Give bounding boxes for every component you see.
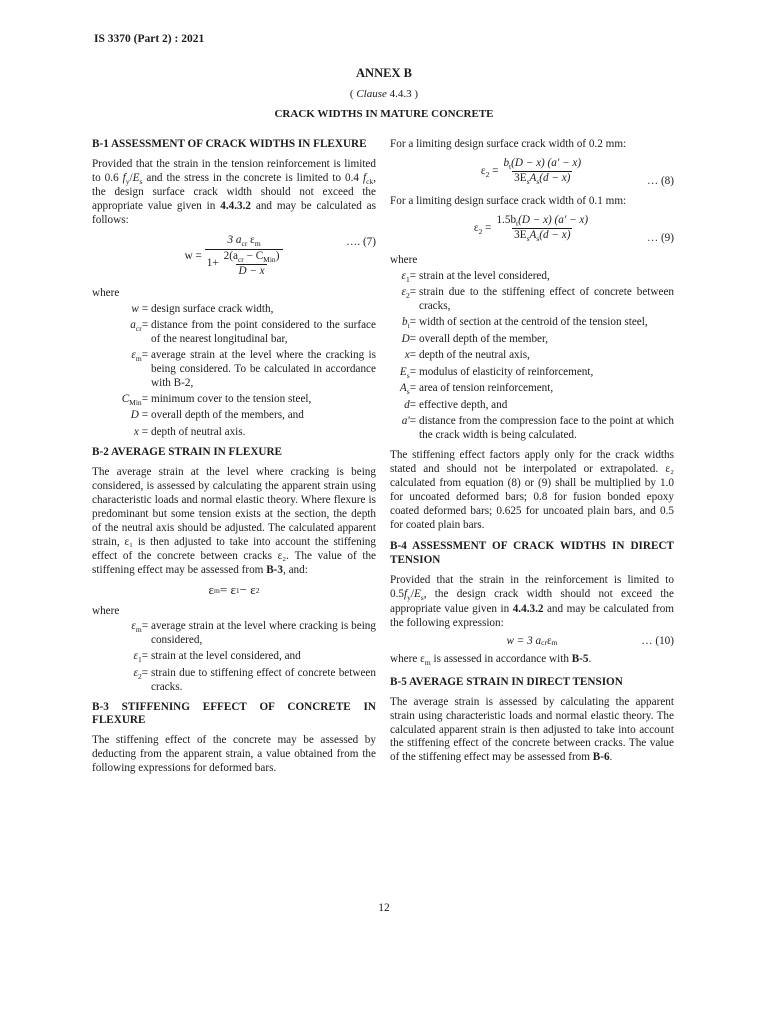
section-b2-paragraph: The average strain at the level where cracking is being considered, is assessed by calculating the apparent strain using characteristic loads and normal elastic theory. Where flexure is predominant but some tension exists at the section, the depth of the neutral axis should be adjusted. The calculated apparent strain, ε₁ is then adjusted to take into account the stiffening effect of the concrete between cracks ε₂. The value of the stiffening effect may be assessed from B-3, and: [92, 466, 376, 576]
definition-text: depth of the neutral axis, [419, 349, 530, 362]
definition-symbol: $a_{cr}=$ [130, 319, 148, 334]
definition-item [92, 426, 376, 441]
b1-definitions [92, 303, 376, 441]
equation-number: … (9) [646, 232, 674, 245]
definition-text: strain at the level considered, and [151, 650, 301, 663]
section-b2-heading: B-2 AVERAGE STRAIN IN FLEXURE [92, 446, 283, 459]
definition-symbol: $A_s=$ [399, 382, 416, 397]
section-b5-paragraph: The average strain is assessed by calculating the apparent strain using characteristic loads and normal elastic theory. The calculated apparent strain is then adjusted to take into account the stiffening effect of the concrete between cracks. The value of the stiffening effect may be assessed from B-6. [390, 695, 674, 764]
section-b5-heading: B-5 AVERAGE STRAIN IN DIRECT TENSION [390, 675, 623, 688]
definition-item [92, 409, 376, 424]
b2-definitions [92, 620, 376, 694]
definition-symbol: $\varepsilon_m=$ [131, 620, 148, 635]
definition-text: strain due to stiffening effect of concrete between cracks. [151, 666, 376, 693]
definition-text: modulus of elasticity of reinforcement, [419, 365, 594, 378]
definition-symbol: $E_s=$ [399, 365, 416, 380]
definition-symbol: d= [404, 398, 416, 411]
definition-text: overall depth of the members, and [151, 409, 304, 422]
definition-item [92, 667, 376, 695]
equation-number: … (8) [646, 175, 674, 188]
definition-text: minimum cover to the tension steel, [151, 392, 312, 405]
definition-text: depth of neutral axis. [151, 425, 246, 438]
definition-symbol: D = [130, 409, 148, 422]
right-column [390, 138, 674, 770]
section-b1-heading: B-1 ASSESSMENT OF CRACK WIDTHS IN FLEXURE [92, 138, 367, 150]
right-definitions [390, 270, 674, 443]
definition-text: design surface crack width, [151, 302, 274, 315]
definition-item [92, 650, 376, 665]
limit-01-text: For a limiting design surface crack width of 0.1 mm: [390, 194, 627, 207]
definition-symbol: D= [401, 332, 416, 345]
definition-item [92, 303, 376, 318]
stiffening-paragraph: The stiffening effect factors apply only for the crack widths stated and should not be interpolated or extrapolated. ε₂ calculated from equation (8) or (9) shall be multiplied by 1.0 for uncoated deformed bars; 0.8 for fusion bonded epoxy coated deformed bars; 0.625 for uncoated plain bars, and 0.5 for coated plain bars. [390, 449, 674, 531]
definition-symbol: $\varepsilon_1=$ [133, 650, 148, 665]
definition-item [390, 333, 674, 348]
equation-8: $\varepsilon_2$ = $\frac{b_t(D - x) (a' - x)}{3E_sA_s(d - x)}$ … (8) [480, 156, 674, 188]
definition-text: distance from the point considered to the surface of the nearest longitudinal bar, [151, 319, 376, 346]
definition-text: distance from the compression face to the point at which the crack width is being calculated. [419, 415, 674, 442]
section-b3-paragraph: The stiffening effect of the concrete may be assessed by deducting from the apparent strain, a value obtained from the following expressions for deformed bars. [92, 734, 376, 775]
section-b4-heading: B-4 ASSESSMENT OF CRACK WIDTHS IN DIRECT TENSION [390, 540, 674, 567]
limit-02-text: For a limiting design surface crack width of 0.2 mm: [390, 138, 627, 150]
definition-symbol: $\varepsilon_2=$ [133, 666, 148, 681]
definition-item [92, 319, 376, 347]
section-b4-paragraph: Provided that the strain in the reinforcement is limited to $0.5f_y/E_s$, the design crack width should not exceed the appropriate value given in 4.4.3.2 and may be calculated from the following expression: [390, 574, 675, 629]
definition-text: area of tension reinforcement, [419, 382, 554, 395]
where-label: where [92, 286, 120, 299]
section-b1-paragraph: Provided that the strain in the tension reinforcement is limited to 0.6 $f_y/E_s$ and the stress in the concrete is limited to 0.4 $f_{ck}$, the design surface crack width should not exceed the appropriate value given in 4.4.3.2 and may be calculated as follows: [92, 157, 376, 227]
definition-symbol: x= [404, 349, 416, 362]
annex-heading: ANNEX B [356, 66, 412, 80]
left-column [92, 138, 376, 781]
where-label: where [92, 604, 120, 617]
definition-symbol: $\varepsilon_m=$ [131, 349, 148, 364]
definition-item [390, 399, 674, 414]
standard-reference: IS 3370 (Part 2) : 2021 [94, 33, 205, 45]
b4-where-line: where $\varepsilon_m$ is assessed in accordance with B-5. [390, 653, 592, 668]
definition-text: effective depth, and [419, 398, 508, 411]
page-number: 12 [378, 902, 390, 914]
definition-item [390, 382, 674, 397]
definition-symbol: $C_{Min}=$ [121, 392, 148, 408]
equation-strain: ε m = ε 1 − ε 2 [208, 582, 260, 598]
definition-item [390, 316, 674, 331]
definition-text: overall depth of the member, [419, 332, 549, 345]
definition-text: width of section at the centroid of the tension steel, [419, 316, 648, 329]
definition-text: strain at the level considered, [419, 269, 550, 282]
definition-item [92, 349, 376, 391]
definition-symbol: a'= [401, 415, 416, 428]
equation-number: … (10) [641, 635, 674, 648]
definition-item [92, 393, 376, 408]
definition-text: strain due to the stiffening effect of concrete between cracks, [419, 286, 674, 313]
definition-item [390, 286, 674, 314]
definition-text: average strain at the level where the cracking is being considered. To be calculated in accordance with B-2, [151, 349, 376, 389]
equation-9: $\varepsilon_2$ = $\frac{1.5b_t(D - x) (a' - x)}{3E_sA_s(d - x)}$ … (9) [473, 213, 674, 245]
section-b3-heading: B-3 STIFFENING EFFECT OF CONCRETE IN FLEXURE [92, 700, 376, 727]
clause-reference: ( Clause 4.4.3 ) [349, 88, 419, 100]
definition-item [390, 349, 674, 364]
equation-7: w = 3 $a_{cr}$ $\varepsilon_m$ 1+ $\frac{2(a_{cr} - C_{Min})}{D - x}$ …. (7) [184, 233, 376, 278]
where-label: where [390, 253, 418, 266]
annex-title: CRACK WIDTHS IN MATURE CONCRETE [274, 108, 494, 120]
definition-item [390, 270, 674, 285]
definition-symbol: $\varepsilon_2=$ [401, 286, 416, 301]
equation-number: …. (7) [346, 235, 376, 248]
definition-symbol: $b_t=$ [402, 316, 416, 331]
definition-symbol: w = [131, 302, 148, 315]
definition-symbol: x = [133, 425, 148, 438]
definition-item [92, 620, 376, 648]
definition-item [390, 366, 674, 381]
definition-text: average strain at the level where cracking is being considered, [151, 620, 376, 647]
equation-10: w = 3 a cr ε m … (10) [506, 635, 674, 648]
definition-item [390, 415, 674, 443]
definition-symbol: $\varepsilon_1=$ [401, 269, 416, 285]
